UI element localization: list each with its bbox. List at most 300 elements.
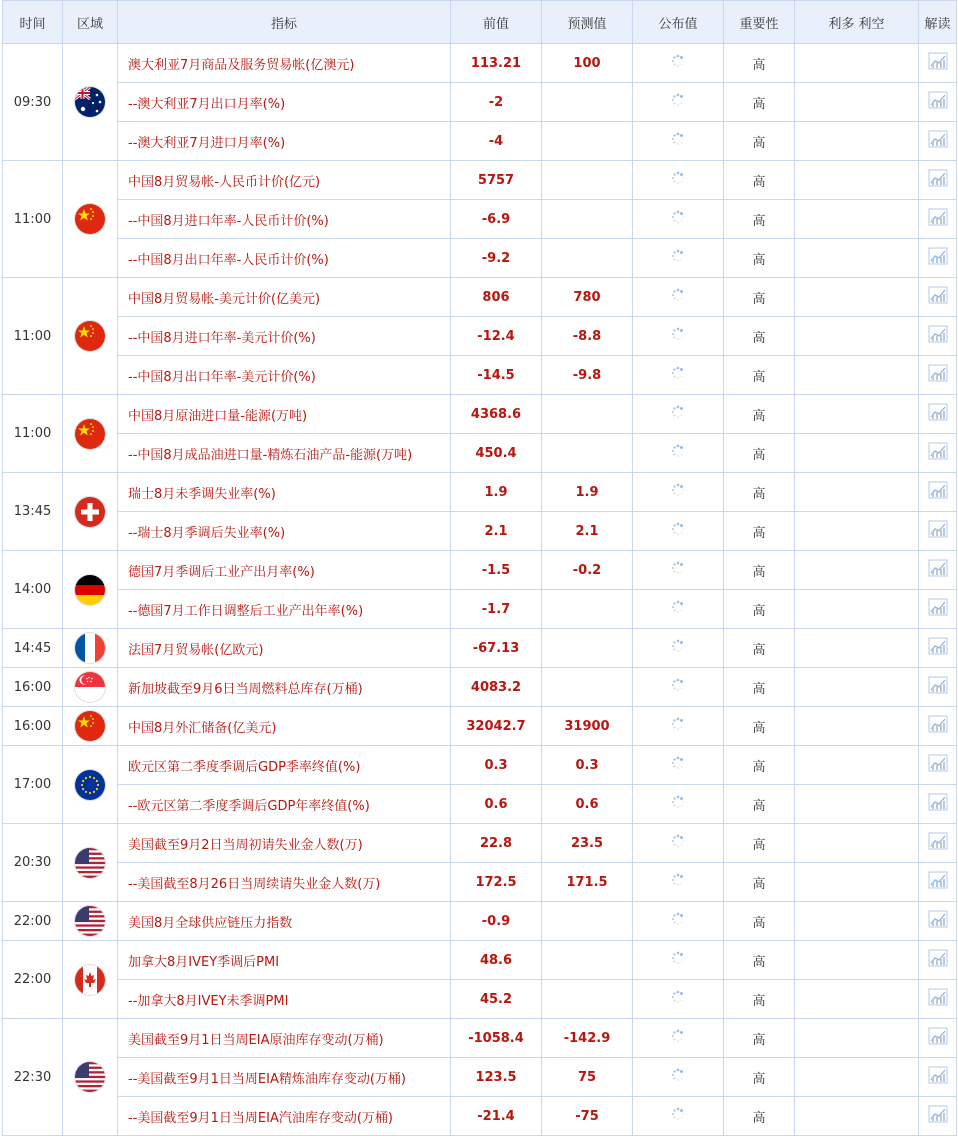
analysis-cell <box>919 785 957 824</box>
indicator-name[interactable]: 欧元区第二季度季调后GDP季率终值(%) <box>118 746 451 785</box>
header-forecast: 预测值 <box>542 1 633 44</box>
previous-value: -1.7 <box>451 590 542 629</box>
forecast-value <box>542 590 633 629</box>
singapore-flag-icon <box>75 672 105 702</box>
indicator-name[interactable]: --中国8月成品油进口量-精炼石油产品-能源(万吨) <box>118 434 451 473</box>
region-cell <box>63 824 118 902</box>
importance-value: 高 <box>724 980 795 1019</box>
table-row <box>3 1058 957 1097</box>
actual-value-cell <box>633 473 724 512</box>
importance-value: 高 <box>724 551 795 590</box>
actual-value-cell <box>633 83 724 122</box>
forecast-value <box>542 161 633 200</box>
chart-analysis-icon[interactable] <box>928 871 948 889</box>
indicator-name[interactable]: 德国7月季调后工业产出月率(%) <box>118 551 451 590</box>
impact-cell <box>795 629 919 668</box>
previous-value: -1058.4 <box>451 1019 542 1058</box>
loading-spinner-icon <box>671 912 685 926</box>
impact-cell <box>795 551 919 590</box>
previous-value: 450.4 <box>451 434 542 473</box>
analysis-cell <box>919 746 957 785</box>
analysis-cell <box>919 1058 957 1097</box>
importance-value: 高 <box>724 395 795 434</box>
actual-value-cell <box>633 707 724 746</box>
actual-value-cell <box>633 356 724 395</box>
table-row <box>3 200 957 239</box>
impact-cell <box>795 161 919 200</box>
previous-value: -12.4 <box>451 317 542 356</box>
loading-spinner-icon <box>671 873 685 887</box>
impact-cell <box>795 122 919 161</box>
actual-value-cell <box>633 902 724 941</box>
previous-value: 806 <box>451 278 542 317</box>
impact-cell <box>795 980 919 1019</box>
analysis-cell <box>919 434 957 473</box>
loading-spinner-icon <box>671 249 685 263</box>
table-row <box>3 707 957 746</box>
time-cell: 14:45 <box>3 629 63 668</box>
time-cell: 22:30 <box>3 1019 63 1136</box>
region-cell <box>63 668 118 707</box>
chart-analysis-icon[interactable] <box>928 520 948 538</box>
previous-value: 22.8 <box>451 824 542 863</box>
loading-spinner-icon <box>671 93 685 107</box>
actual-value-cell <box>633 317 724 356</box>
table-row <box>3 551 957 590</box>
table-row <box>3 239 957 278</box>
importance-value: 高 <box>724 161 795 200</box>
previous-value: 5757 <box>451 161 542 200</box>
loading-spinner-icon <box>671 600 685 614</box>
time-cell: 17:00 <box>3 746 63 824</box>
loading-spinner-icon <box>671 1068 685 1082</box>
indicator-name[interactable]: 中国8月原油进口量-能源(万吨) <box>118 395 451 434</box>
analysis-cell <box>919 317 957 356</box>
usa-flag-icon <box>75 1062 105 1092</box>
analysis-cell <box>919 161 957 200</box>
chart-analysis-icon[interactable] <box>928 832 948 850</box>
chart-analysis-icon[interactable] <box>928 793 948 811</box>
analysis-cell <box>919 44 957 83</box>
actual-value-cell <box>633 434 724 473</box>
table-row <box>3 122 957 161</box>
table-row <box>3 83 957 122</box>
impact-cell <box>795 239 919 278</box>
actual-value-cell <box>633 239 724 278</box>
impact-cell <box>795 668 919 707</box>
table-row <box>3 1097 957 1136</box>
region-cell <box>63 161 118 278</box>
impact-cell <box>795 590 919 629</box>
loading-spinner-icon <box>671 990 685 1004</box>
actual-value-cell <box>633 200 724 239</box>
forecast-value: -9.8 <box>542 356 633 395</box>
forecast-value: 171.5 <box>542 863 633 902</box>
header-actual: 公布值 <box>633 1 724 44</box>
table-row <box>3 473 957 512</box>
actual-value-cell <box>633 980 724 1019</box>
chart-analysis-icon[interactable] <box>928 754 948 772</box>
loading-spinner-icon <box>671 561 685 575</box>
forecast-value <box>542 668 633 707</box>
table-row <box>3 941 957 980</box>
time-cell: 22:00 <box>3 902 63 941</box>
chart-analysis-icon[interactable] <box>928 1066 948 1084</box>
header-previous: 前值 <box>451 1 542 44</box>
usa-flag-icon <box>75 906 105 936</box>
china-flag-icon <box>75 204 105 234</box>
table-row <box>3 395 957 434</box>
forecast-value: 2.1 <box>542 512 633 551</box>
table-row <box>3 785 957 824</box>
importance-value: 高 <box>724 785 795 824</box>
germany-flag-icon <box>75 575 105 605</box>
impact-cell <box>795 473 919 512</box>
impact-cell <box>795 1058 919 1097</box>
chart-analysis-icon[interactable] <box>928 52 948 70</box>
indicator-name[interactable]: --中国8月进口年率-美元计价(%) <box>118 317 451 356</box>
importance-value: 高 <box>724 200 795 239</box>
table-row <box>3 317 957 356</box>
forecast-value: -8.8 <box>542 317 633 356</box>
actual-value-cell <box>633 1058 724 1097</box>
usa-flag-icon <box>75 848 105 878</box>
table-row <box>3 902 957 941</box>
importance-value: 高 <box>724 668 795 707</box>
impact-cell <box>795 434 919 473</box>
actual-value-cell <box>633 824 724 863</box>
analysis-cell <box>919 1097 957 1136</box>
forecast-value <box>542 239 633 278</box>
analysis-cell <box>919 1019 957 1058</box>
previous-value: -6.9 <box>451 200 542 239</box>
indicator-name[interactable]: 中国8月贸易帐-美元计价(亿美元) <box>118 278 451 317</box>
impact-cell <box>795 512 919 551</box>
header-time: 时间 <box>3 1 63 44</box>
actual-value-cell <box>633 785 724 824</box>
region-cell <box>63 1019 118 1136</box>
impact-cell <box>795 707 919 746</box>
impact-cell <box>795 785 919 824</box>
impact-cell <box>795 356 919 395</box>
analysis-cell <box>919 356 957 395</box>
actual-value-cell <box>633 395 724 434</box>
forecast-value <box>542 83 633 122</box>
importance-value: 高 <box>724 473 795 512</box>
forecast-value: -142.9 <box>542 1019 633 1058</box>
chart-analysis-icon[interactable] <box>928 910 948 928</box>
header-importance: 重要性 <box>724 1 795 44</box>
chart-analysis-icon[interactable] <box>928 481 948 499</box>
economic-calendar-table <box>2 0 957 1136</box>
indicator-name[interactable]: 加拿大8月IVEY季调后PMI <box>118 941 451 980</box>
actual-value-cell <box>633 1097 724 1136</box>
importance-value: 高 <box>724 278 795 317</box>
chart-analysis-icon[interactable] <box>928 1027 948 1045</box>
forecast-value: 0.3 <box>542 746 633 785</box>
analysis-cell <box>919 200 957 239</box>
eu-flag-icon <box>75 770 105 800</box>
chart-analysis-icon[interactable] <box>928 286 948 304</box>
analysis-cell <box>919 122 957 161</box>
time-cell: 11:00 <box>3 161 63 278</box>
actual-value-cell <box>633 629 724 668</box>
chart-analysis-icon[interactable] <box>928 1105 948 1123</box>
importance-value: 高 <box>724 746 795 785</box>
forecast-value: 23.5 <box>542 824 633 863</box>
table-row <box>3 863 957 902</box>
table-row <box>3 512 957 551</box>
region-cell <box>63 941 118 1019</box>
forecast-value <box>542 122 633 161</box>
table-row <box>3 1019 957 1058</box>
indicator-name[interactable]: 新加坡截至9月6日当周燃料总库存(万桶) <box>118 668 451 707</box>
time-cell: 20:30 <box>3 824 63 902</box>
chart-analysis-icon[interactable] <box>928 598 948 616</box>
region-cell <box>63 746 118 824</box>
indicator-name[interactable]: --美国截至8月26日当周续请失业金人数(万) <box>118 863 451 902</box>
region-cell <box>63 629 118 668</box>
previous-value: 2.1 <box>451 512 542 551</box>
chart-analysis-icon[interactable] <box>928 559 948 577</box>
analysis-cell <box>919 551 957 590</box>
forecast-value: -75 <box>542 1097 633 1136</box>
loading-spinner-icon <box>671 132 685 146</box>
china-flag-icon <box>75 419 105 449</box>
table-row <box>3 668 957 707</box>
importance-value: 高 <box>724 629 795 668</box>
analysis-cell <box>919 395 957 434</box>
indicator-name[interactable]: 澳大利亚7月商品及服务贸易帐(亿澳元) <box>118 44 451 83</box>
indicator-name[interactable]: 法国7月贸易帐(亿欧元) <box>118 629 451 668</box>
region-cell <box>63 473 118 551</box>
indicator-name[interactable]: --瑞士8月季调后失业率(%) <box>118 512 451 551</box>
indicator-name[interactable]: --中国8月进口年率-人民币计价(%) <box>118 200 451 239</box>
chart-analysis-icon[interactable] <box>928 715 948 733</box>
importance-value: 高 <box>724 1097 795 1136</box>
time-cell: 16:00 <box>3 707 63 746</box>
impact-cell <box>795 1097 919 1136</box>
chart-analysis-icon[interactable] <box>928 169 948 187</box>
previous-value: 172.5 <box>451 863 542 902</box>
chart-analysis-icon[interactable] <box>928 91 948 109</box>
indicator-name[interactable]: --美国截至9月1日当周EIA精炼油库存变动(万桶) <box>118 1058 451 1097</box>
table-row <box>3 434 957 473</box>
china-flag-icon <box>75 321 105 351</box>
importance-value: 高 <box>724 83 795 122</box>
region-cell <box>63 278 118 395</box>
header-indicator: 指标 <box>118 1 451 44</box>
analysis-cell <box>919 902 957 941</box>
loading-spinner-icon <box>671 756 685 770</box>
forecast-value <box>542 395 633 434</box>
indicator-name[interactable]: --中国8月出口年率-人民币计价(%) <box>118 239 451 278</box>
importance-value: 高 <box>724 317 795 356</box>
region-cell <box>63 395 118 473</box>
previous-value: -0.9 <box>451 902 542 941</box>
importance-value: 高 <box>724 824 795 863</box>
table-header-row <box>3 1 957 44</box>
importance-value: 高 <box>724 434 795 473</box>
analysis-cell <box>919 668 957 707</box>
impact-cell <box>795 395 919 434</box>
actual-value-cell <box>633 551 724 590</box>
previous-value: 4368.6 <box>451 395 542 434</box>
previous-value: -21.4 <box>451 1097 542 1136</box>
analysis-cell <box>919 590 957 629</box>
table-row <box>3 629 957 668</box>
forecast-value: -0.2 <box>542 551 633 590</box>
header-analysis: 解读 <box>919 1 957 44</box>
indicator-name[interactable]: --澳大利亚7月进口月率(%) <box>118 122 451 161</box>
previous-value: -14.5 <box>451 356 542 395</box>
chart-analysis-icon[interactable] <box>928 325 948 343</box>
previous-value: 4083.2 <box>451 668 542 707</box>
importance-value: 高 <box>724 1019 795 1058</box>
importance-value: 高 <box>724 707 795 746</box>
actual-value-cell <box>633 941 724 980</box>
actual-value-cell <box>633 278 724 317</box>
indicator-name[interactable]: --美国截至9月1日当周EIA汽油库存变动(万桶) <box>118 1097 451 1136</box>
importance-value: 高 <box>724 44 795 83</box>
actual-value-cell <box>633 863 724 902</box>
loading-spinner-icon <box>671 405 685 419</box>
france-flag-icon <box>75 633 105 663</box>
indicator-name[interactable]: 美国截至9月1日当周EIA原油库存变动(万桶) <box>118 1019 451 1058</box>
impact-cell <box>795 278 919 317</box>
region-cell <box>63 902 118 941</box>
impact-cell <box>795 902 919 941</box>
time-cell: 11:00 <box>3 395 63 473</box>
forecast-value: 0.6 <box>542 785 633 824</box>
forecast-value: 1.9 <box>542 473 633 512</box>
importance-value: 高 <box>724 356 795 395</box>
previous-value: -4 <box>451 122 542 161</box>
forecast-value <box>542 902 633 941</box>
loading-spinner-icon <box>671 1107 685 1121</box>
impact-cell <box>795 83 919 122</box>
loading-spinner-icon <box>671 678 685 692</box>
chart-analysis-icon[interactable] <box>928 637 948 655</box>
table-row <box>3 980 957 1019</box>
table-row <box>3 44 957 83</box>
actual-value-cell <box>633 161 724 200</box>
forecast-value: 100 <box>542 44 633 83</box>
analysis-cell <box>919 278 957 317</box>
header-impact: 利多 利空 <box>795 1 919 44</box>
analysis-cell <box>919 824 957 863</box>
previous-value: 45.2 <box>451 980 542 1019</box>
chart-analysis-icon[interactable] <box>928 442 948 460</box>
previous-value: 0.6 <box>451 785 542 824</box>
indicator-name[interactable]: --欧元区第二季度季调后GDP年率终值(%) <box>118 785 451 824</box>
canada-flag-icon <box>75 965 105 995</box>
loading-spinner-icon <box>671 483 685 497</box>
impact-cell <box>795 941 919 980</box>
previous-value: 0.3 <box>451 746 542 785</box>
loading-spinner-icon <box>671 795 685 809</box>
previous-value: 48.6 <box>451 941 542 980</box>
chart-analysis-icon[interactable] <box>928 130 948 148</box>
analysis-cell <box>919 473 957 512</box>
region-cell <box>63 551 118 629</box>
impact-cell <box>795 863 919 902</box>
indicator-name[interactable]: 中国8月贸易帐-人民币计价(亿元) <box>118 161 451 200</box>
time-cell: 11:00 <box>3 278 63 395</box>
previous-value: 123.5 <box>451 1058 542 1097</box>
importance-value: 高 <box>724 902 795 941</box>
chart-analysis-icon[interactable] <box>928 364 948 382</box>
indicator-name[interactable]: 美国8月全球供应链压力指数 <box>118 902 451 941</box>
actual-value-cell <box>633 590 724 629</box>
actual-value-cell <box>633 1019 724 1058</box>
loading-spinner-icon <box>671 327 685 341</box>
chart-analysis-icon[interactable] <box>928 988 948 1006</box>
indicator-name[interactable]: 美国截至9月2日当周初请失业金人数(万) <box>118 824 451 863</box>
previous-value: 113.21 <box>451 44 542 83</box>
previous-value: -67.13 <box>451 629 542 668</box>
table-row <box>3 356 957 395</box>
header-region: 区域 <box>63 1 118 44</box>
importance-value: 高 <box>724 1058 795 1097</box>
table-row <box>3 161 957 200</box>
chart-analysis-icon[interactable] <box>928 247 948 265</box>
analysis-cell <box>919 863 957 902</box>
chart-analysis-icon[interactable] <box>928 208 948 226</box>
loading-spinner-icon <box>671 1029 685 1043</box>
previous-value: 32042.7 <box>451 707 542 746</box>
time-cell: 16:00 <box>3 668 63 707</box>
indicator-name[interactable]: 瑞士8月未季调失业率(%) <box>118 473 451 512</box>
forecast-value: 75 <box>542 1058 633 1097</box>
impact-cell <box>795 824 919 863</box>
forecast-value <box>542 434 633 473</box>
indicator-name[interactable]: --加拿大8月IVEY未季调PMI <box>118 980 451 1019</box>
analysis-cell <box>919 980 957 1019</box>
region-cell <box>63 44 118 161</box>
importance-value: 高 <box>724 122 795 161</box>
indicator-name[interactable]: --澳大利亚7月出口月率(%) <box>118 83 451 122</box>
forecast-value <box>542 980 633 1019</box>
previous-value: 1.9 <box>451 473 542 512</box>
indicator-name[interactable]: --德国7月工作日调整后工业产出年率(%) <box>118 590 451 629</box>
chart-analysis-icon[interactable] <box>928 403 948 421</box>
china-flag-icon <box>75 711 105 741</box>
region-cell <box>63 707 118 746</box>
analysis-cell <box>919 83 957 122</box>
forecast-value <box>542 200 633 239</box>
actual-value-cell <box>633 44 724 83</box>
indicator-name[interactable]: 中国8月外汇储备(亿美元) <box>118 707 451 746</box>
chart-analysis-icon[interactable] <box>928 676 948 694</box>
forecast-value: 780 <box>542 278 633 317</box>
chart-analysis-icon[interactable] <box>928 949 948 967</box>
analysis-cell <box>919 239 957 278</box>
time-cell: 09:30 <box>3 44 63 161</box>
loading-spinner-icon <box>671 717 685 731</box>
analysis-cell <box>919 941 957 980</box>
loading-spinner-icon <box>671 366 685 380</box>
loading-spinner-icon <box>671 951 685 965</box>
time-cell: 14:00 <box>3 551 63 629</box>
forecast-value <box>542 941 633 980</box>
indicator-name[interactable]: --中国8月出口年率-美元计价(%) <box>118 356 451 395</box>
impact-cell <box>795 1019 919 1058</box>
previous-value: -2 <box>451 83 542 122</box>
loading-spinner-icon <box>671 288 685 302</box>
loading-spinner-icon <box>671 444 685 458</box>
analysis-cell <box>919 707 957 746</box>
